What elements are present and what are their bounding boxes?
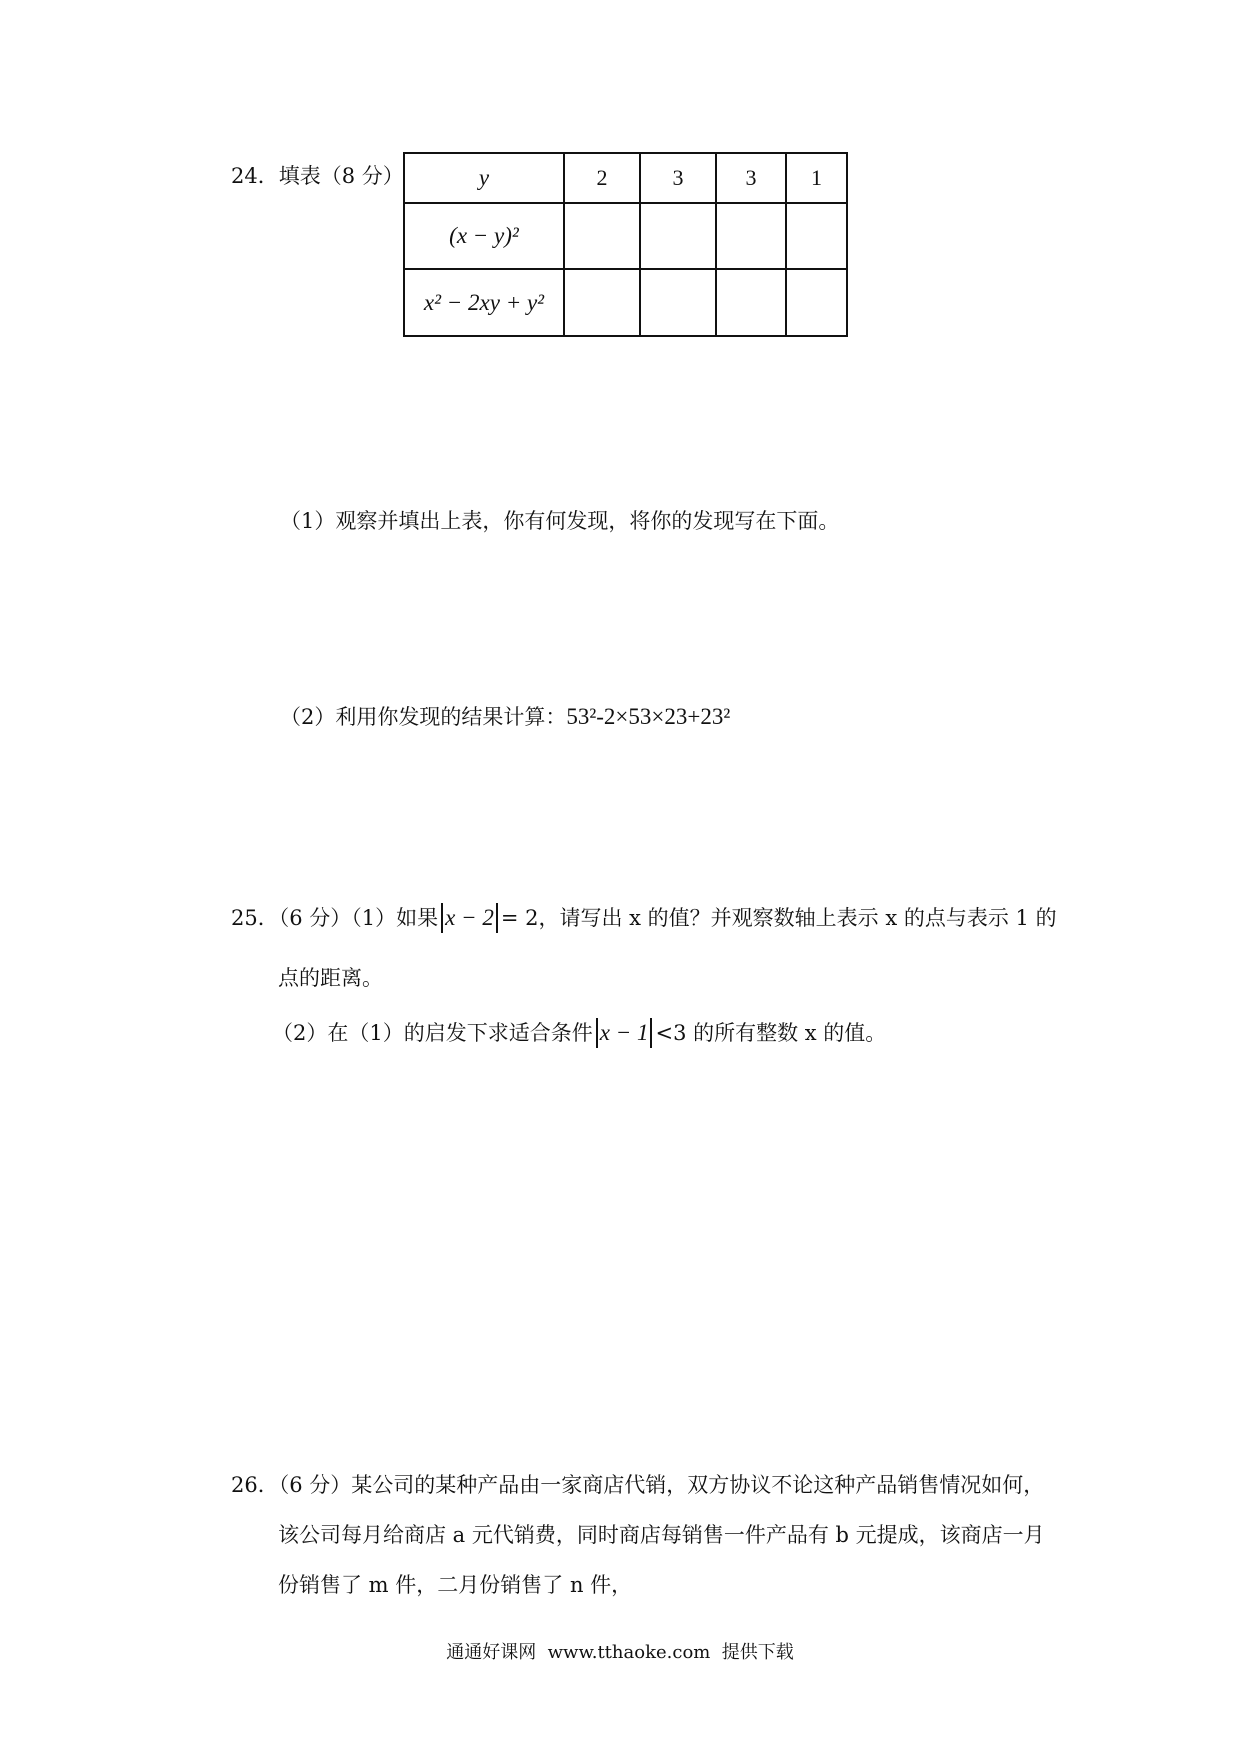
table-cell: 1	[786, 153, 847, 203]
table-row	[404, 153, 847, 203]
q26-line3: 份销售了 m 件，二月份销售了 n 件，	[278, 1573, 633, 1597]
q25-line3	[272, 1018, 886, 1048]
q24-part2-prefix: （2）利用你发现的结果计算：	[280, 705, 567, 729]
table-row	[404, 203, 847, 269]
q25-line1-b: = 2，请写出 x 的值？并观察数轴上表示 x 的点与表示 1 的	[500, 906, 1057, 930]
table-cell: 2	[564, 153, 640, 203]
footer-watermark: 通通好课网 www.tthaoke.com 提供下载	[446, 1642, 794, 1663]
table-cell: 3	[640, 153, 716, 203]
q26-line1: 26．（6 分）某公司的某种产品由一家商店代销，双方协议不论这种产品销售情况如何，	[231, 1473, 1045, 1497]
table-cell: 3	[716, 153, 786, 203]
q25-abs-expression: x − 2	[441, 903, 498, 933]
q24-table	[403, 152, 848, 337]
row-label-expanded: x² − 2xy + y²	[404, 269, 564, 336]
table-cell-blank[interactable]	[564, 269, 640, 336]
table-row	[404, 269, 847, 336]
q24-part2-expression: 53²-2×53×23+23²	[566, 704, 731, 729]
table-cell-blank[interactable]	[786, 269, 847, 336]
q24-label: 24．填表（8 分）	[231, 164, 404, 188]
q25-line1	[231, 903, 1057, 933]
q24-part1: （1）观察并填出上表，你有何发现，将你的发现写在下面。	[280, 509, 840, 533]
table-cell-blank[interactable]	[564, 203, 640, 269]
table-cell-blank[interactable]	[640, 203, 716, 269]
table-cell-blank[interactable]	[786, 203, 847, 269]
q25-line3-a: （2）在（1）的启发下求适合条件	[272, 1021, 593, 1045]
q25-line1-a: 25．（6 分）（1）如果	[231, 906, 439, 930]
row-label-square-of-difference: (x − y)²	[404, 203, 564, 269]
table-cell-blank[interactable]	[716, 203, 786, 269]
table-cell-blank[interactable]	[640, 269, 716, 336]
q26-line2: 该公司每月给商店 a 元代销费，同时商店每销售一件产品有 b 元提成，该商店一月	[278, 1523, 1045, 1547]
table-cell-blank[interactable]	[716, 269, 786, 336]
q25-line2: 点的距离。	[278, 966, 383, 990]
q25-line3-b: <3 的所有整数 x 的值。	[655, 1021, 887, 1045]
q24-part2	[280, 704, 730, 730]
table-header-y: y	[404, 153, 564, 203]
q25-abs-expression-2: x − 1	[596, 1018, 653, 1048]
